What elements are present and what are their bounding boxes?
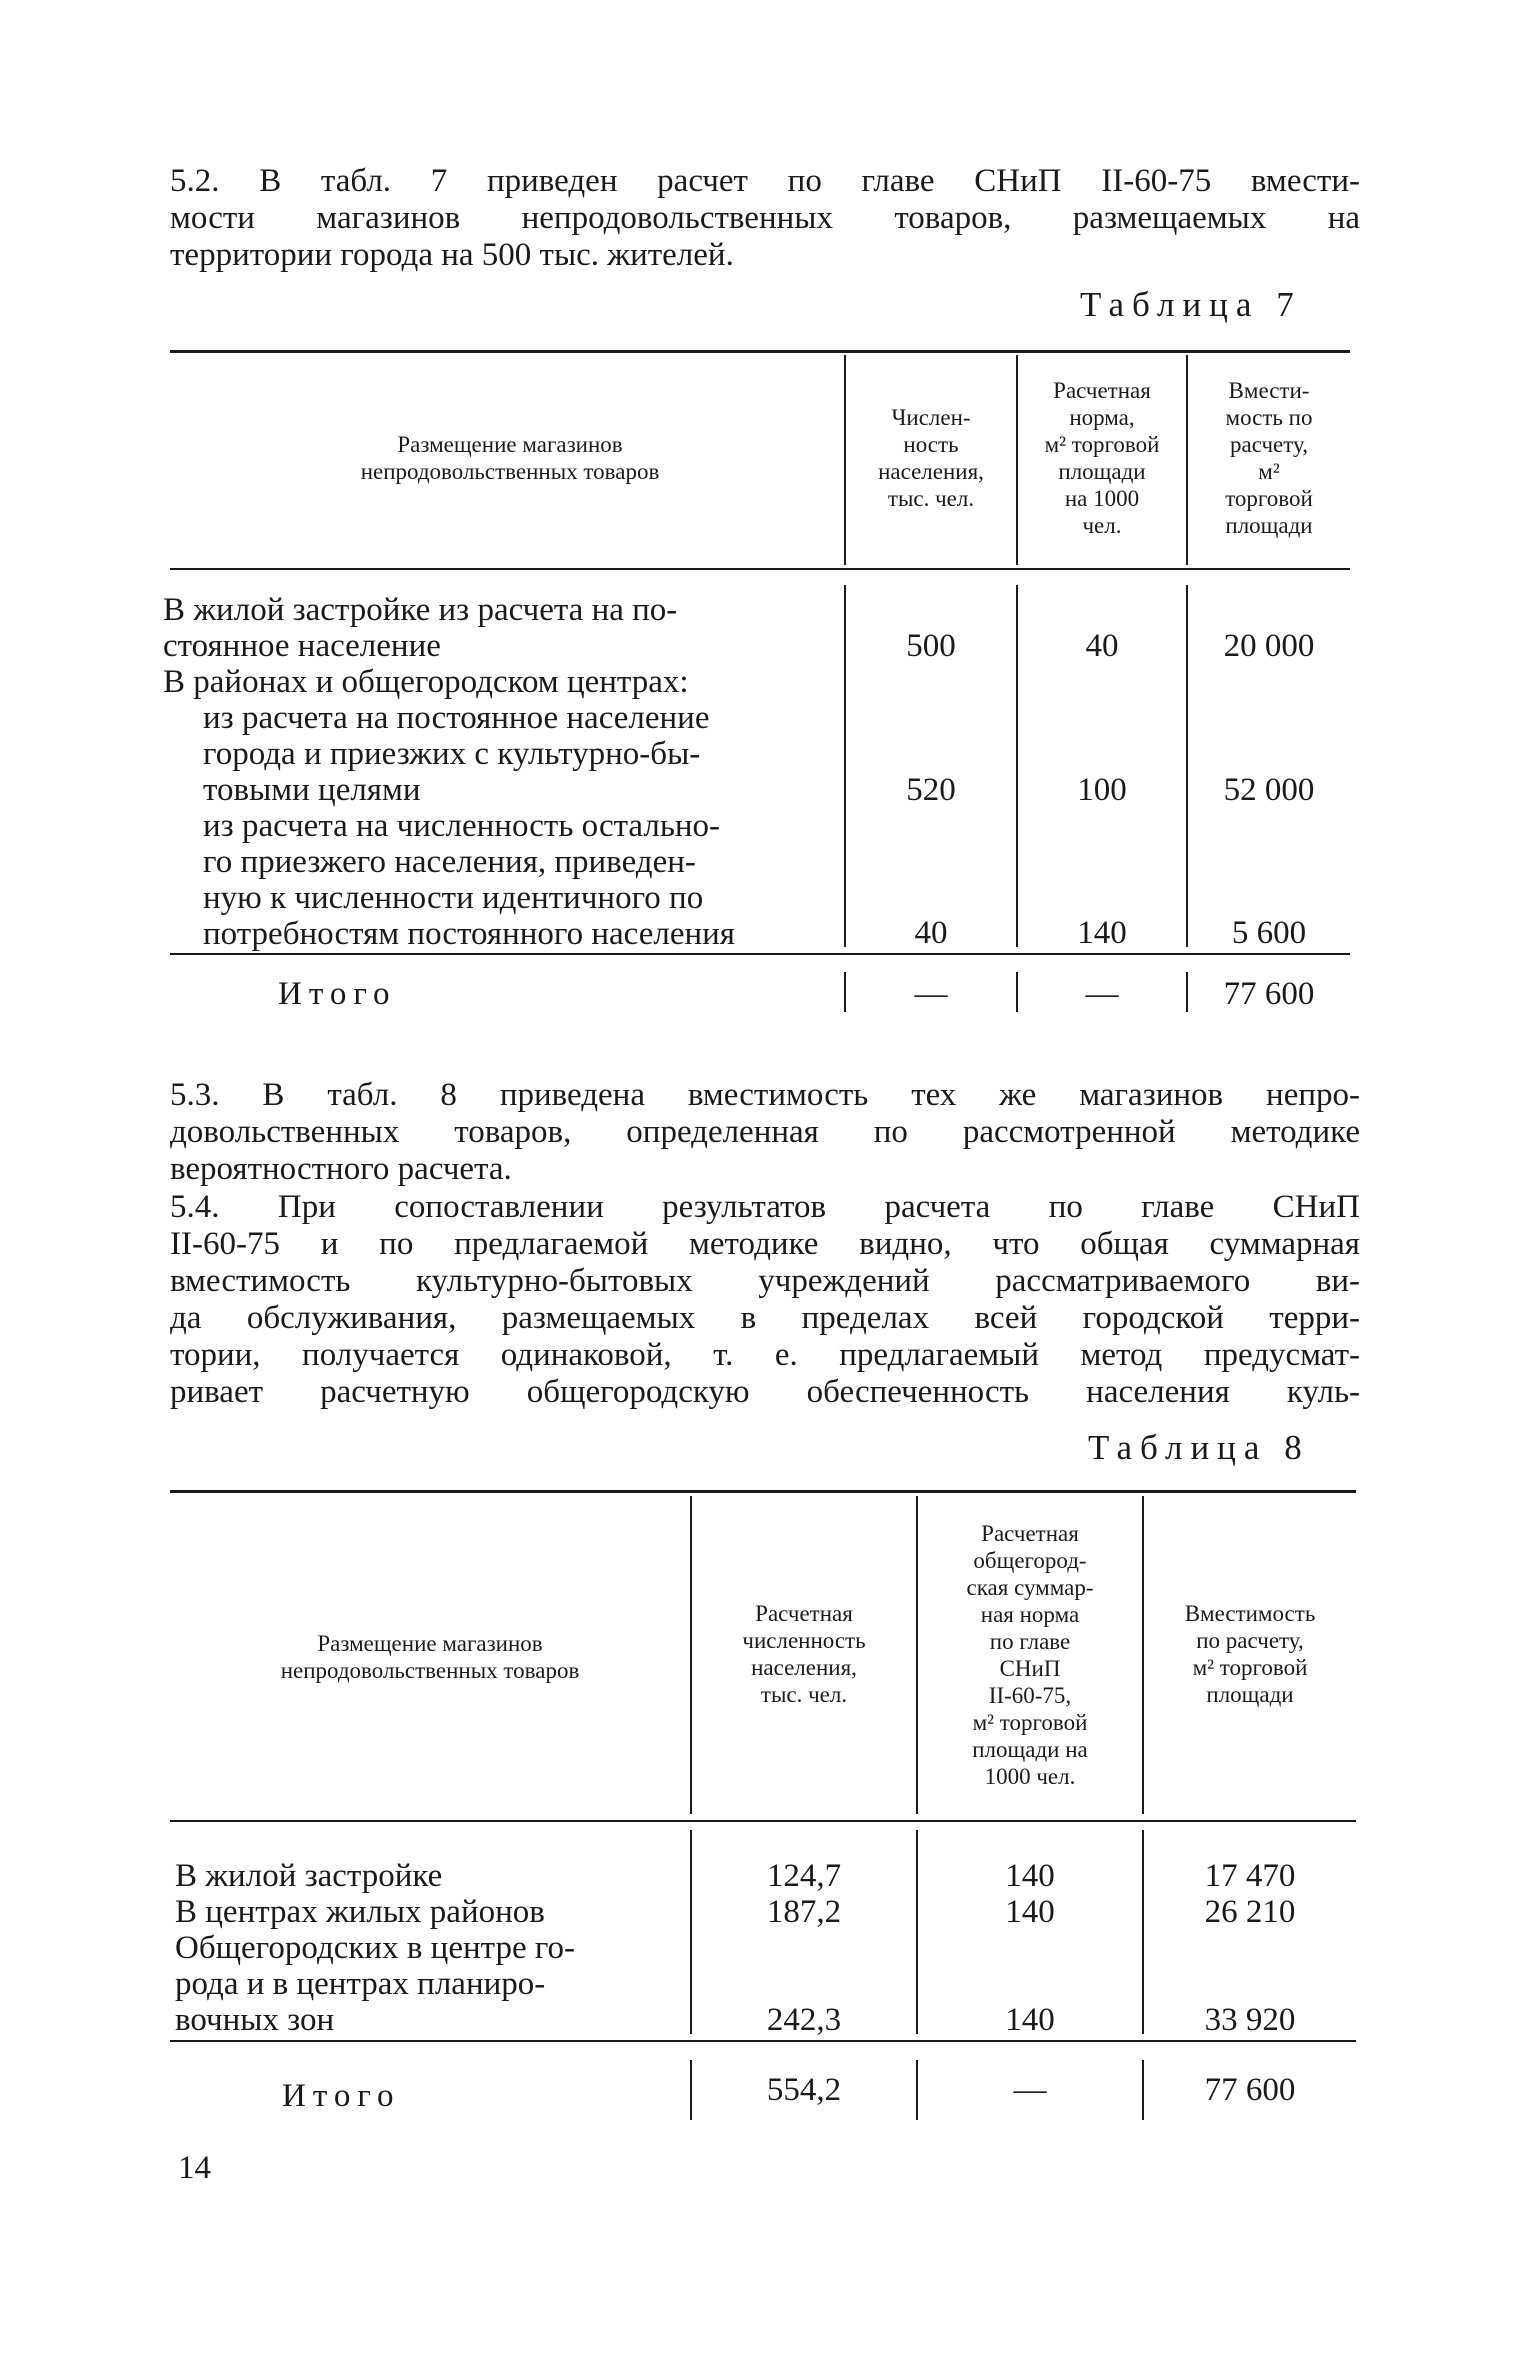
table-7-capacity: 5 600 (1231, 915, 1307, 951)
table-7-top-rule (170, 350, 1350, 353)
text-line: II-60-75 и по предлагаемой методике видно, что общая суммарная (170, 1226, 1360, 1262)
table-8-total-norm: — (1013, 2072, 1047, 2108)
table-8-norm: 140 (1005, 2002, 1055, 2038)
table-8-header-norm: Расчетная общегород- ская суммар- ная норма по главе СНиП II-60-75, м² торговой площади на 1000 чел. (966, 1521, 1094, 1789)
table-8-total-rule (170, 2040, 1356, 2042)
table-7-norm: 100 (1077, 772, 1127, 808)
table-8-header-rule (170, 1820, 1356, 1822)
table-7-total-label: Итого (278, 976, 397, 1012)
text-line: вместимость культурно-бытовых учреждений рассматриваемого ви- (170, 1263, 1360, 1299)
table-7-row-label: В жилой застройке из расчета на по- стоянное население (163, 592, 678, 664)
table-8-header-placement: Размещение магазинов непродовольственных товаров (280, 1631, 580, 1683)
table-7-population: 500 (906, 628, 956, 664)
text-line: ривает расчетную общегородскую обеспеченность населения куль- (170, 1374, 1360, 1410)
text-line: довольственных товаров, определенная по рассмотренной методике (170, 1114, 1360, 1150)
table-7-total-norm: — (1085, 976, 1119, 1012)
paragraph-5-3 (170, 1077, 1360, 1188)
table-7-capacity: 52 000 (1223, 772, 1315, 808)
table-8-total-capacity: 77 600 (1204, 2072, 1296, 2108)
table-7-norm: 140 (1077, 915, 1127, 951)
table-7-total-capacity: 77 600 (1223, 976, 1315, 1012)
table-7-total-rule (170, 953, 1350, 955)
table-7-caption: Таблица 7 (1080, 285, 1302, 324)
table-7-row-label: В районах и общегородском центрах: из расчета на постоянное население города и приезжих с культурно-бы- товыми целями (163, 664, 710, 808)
table-8-total-label: Итого (282, 2078, 401, 2114)
paragraph-5-4 (170, 1189, 1360, 1411)
table-8-row-label: В жилой застройке (175, 1858, 443, 1894)
text-line: да обслуживания, размещаемых в пределах всей городской терри- (170, 1300, 1360, 1336)
table-8-population: 124,7 (766, 1858, 842, 1894)
table-7-header-rule (170, 568, 1350, 570)
text-line: 5.2. В табл. 7 приведен расчет по главе СНиП II-60-75 вмести- (170, 163, 1360, 199)
text-line: мости магазинов непродовольственных товаров, размещаемых на (170, 200, 1360, 236)
table-7-header-population: Числен- ность населения, тыс. чел. (878, 405, 984, 511)
text-line: 5.4. При сопоставлении результатов расчета по главе СНиП (170, 1189, 1360, 1225)
table-7-row-label: из расчета на численность остально- го приезжего населения, приведен- ную к численности идентичного по потребностям постоянного населения (203, 808, 735, 952)
table-7-header-norm: Расчетная норма, м² торговой площади на 1000 чел. (1044, 378, 1160, 538)
table-8-header-capacity: Вместимость по расчету, м² торговой площади (1184, 1601, 1316, 1707)
table-8-header-population: Расчетная численность населения, тыс. чел. (742, 1601, 866, 1707)
table-8-population: 242,3 (766, 2002, 842, 2038)
table-7-population: 520 (906, 772, 956, 808)
text-line: тории, получается одинаковой, т. е. предлагаемый метод предусмат- (170, 1337, 1360, 1373)
text-line: 5.3. В табл. 8 приведена вместимость тех же магазинов непро- (170, 1077, 1360, 1113)
page-number: 14 (178, 2150, 211, 2186)
table-8-capacity: 33 920 (1204, 2002, 1296, 2038)
table-8-row-label: Общегородских в центре го- рода и в центрах планиро- вочных зон (175, 1930, 576, 2038)
table-8-capacity: 17 470 (1204, 1858, 1296, 1894)
text-line: вероятностного расчета. (170, 1151, 512, 1187)
text-line: территории города на 500 тыс. жителей. (170, 237, 734, 273)
table-8-capacity: 26 210 (1204, 1894, 1296, 1930)
table-8-population: 187,2 (766, 1894, 842, 1930)
table-7-total-population: — (914, 976, 948, 1012)
table-8-top-rule (170, 1490, 1356, 1493)
table-8-caption: Таблица 8 (1088, 1428, 1310, 1467)
table-8-norm: 140 (1005, 1894, 1055, 1930)
table-7-header-capacity: Вмести- мость по расчету, м² торговой площади (1225, 378, 1313, 538)
paragraph-5-2 (170, 163, 1360, 274)
table-8-total-population: 554,2 (766, 2072, 842, 2108)
table-7-header-placement: Размещение магазинов непродовольственных товаров (360, 432, 660, 484)
table-7-norm: 40 (1085, 628, 1119, 664)
table-7-capacity: 20 000 (1223, 628, 1315, 664)
table-8-norm: 140 (1005, 1858, 1055, 1894)
table-7-population: 40 (914, 915, 948, 951)
table-8-row-label: В центрах жилых районов (175, 1894, 545, 1930)
